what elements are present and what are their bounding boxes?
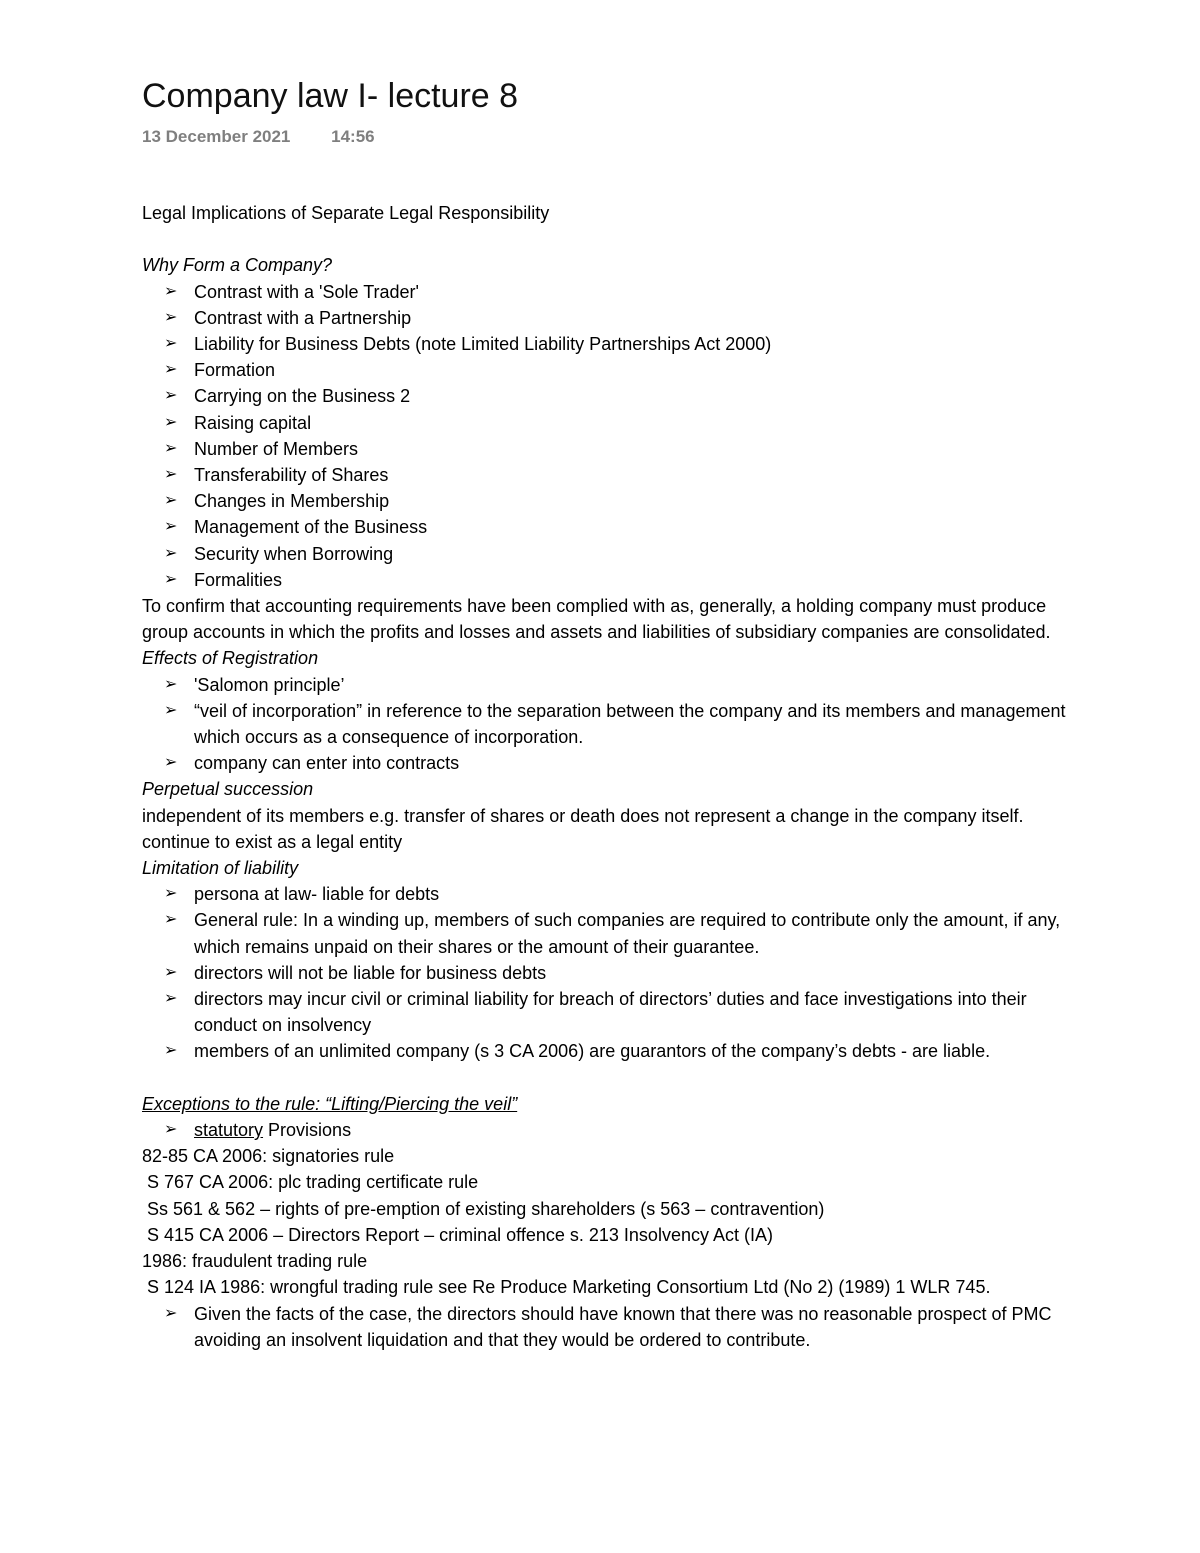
- note-date: 13 December 2021: [142, 127, 291, 146]
- confirm-paragraph: To confirm that accounting requirements have been complied with as, generally, a holding company must produce group accounts in which the profits and losses and assets and liabilities of subsidiary companies are consolidated.: [142, 596, 1051, 643]
- arrow-bullet-icon: ➢: [164, 387, 178, 405]
- list-item: ➢ directors will not be liable for business debts: [142, 960, 1082, 986]
- perpetual-text: independent of its members e.g. transfer of shares or death does not represent a change in the company itself.: [142, 805, 1024, 826]
- perpetual-title: Perpetual succession: [142, 779, 314, 800]
- exception-line: 82-85 CA 2006: signatories rule: [142, 1146, 395, 1167]
- list-item: ➢ Security when Borrowing: [142, 541, 1082, 567]
- arrow-bullet-icon: ➢: [164, 701, 178, 719]
- arrow-bullet-icon: ➢: [164, 1121, 178, 1139]
- limitation-title: Limitation of liability: [142, 858, 299, 879]
- list-item: ➢ statutory Provisions: [142, 1117, 1082, 1143]
- why-form-list: [142, 279, 1082, 593]
- document-page: [142, 70, 1082, 1353]
- exception-line: S 415 CA 2006 – Directors Report – criminal offence s. 213 Insolvency Act (IA): [142, 1224, 773, 1245]
- arrow-bullet-icon: ➢: [164, 1304, 178, 1322]
- arrow-bullet-icon: ➢: [164, 518, 178, 536]
- list-item: ➢ Formalities: [142, 567, 1082, 593]
- exception-line: Ss 561 & 562 – rights of pre-emption of existing shareholders (s 563 – contravention): [142, 1198, 825, 1219]
- effects-title: Effects of Registration: [142, 648, 319, 669]
- note-time: 14:56: [331, 127, 375, 146]
- note-meta: [142, 122, 1082, 152]
- list-item: ➢ Number of Members: [142, 436, 1082, 462]
- arrow-bullet-icon: ➢: [164, 990, 178, 1008]
- list-item: ➢ Given the facts of the case, the directors should have known that there was no reasonable prospect of PMC avoiding an insolvent liquidation and that they would be ordered to contribute.: [142, 1301, 1082, 1353]
- arrow-bullet-icon: ➢: [164, 492, 178, 510]
- exception-line: S 767 CA 2006: plc trading certificate rule: [142, 1172, 479, 1193]
- arrow-bullet-icon: ➢: [164, 439, 178, 457]
- list-item: ➢ Raising capital: [142, 410, 1082, 436]
- limitation-list: [142, 881, 1082, 1064]
- list-item: ➢ Formation: [142, 357, 1082, 383]
- list-item: ➢ 'Salomon principle’: [142, 672, 1082, 698]
- arrow-bullet-icon: ➢: [164, 335, 178, 352]
- arrow-bullet-icon: ➢: [164, 570, 178, 588]
- exception-line: S 124 IA 1986: wrongful trading rule see Re Produce Marketing Consortium Ltd (No 2) (1989) 1 WLR 745.: [142, 1277, 991, 1298]
- arrow-bullet-icon: ➢: [164, 413, 178, 431]
- list-item: ➢ Changes in Membership: [142, 488, 1082, 514]
- arrow-bullet-icon: ➢: [164, 754, 178, 772]
- arrow-bullet-icon: ➢: [164, 1042, 178, 1060]
- effects-list: [142, 672, 1082, 777]
- why-form-title: Why Form a Company?: [142, 255, 333, 276]
- statutory-word: statutory: [194, 1120, 264, 1141]
- note-body: [142, 200, 1082, 1353]
- list-item: ➢ persona at law- liable for debts: [142, 881, 1082, 907]
- exception-line: 1986: fraudulent trading rule: [142, 1251, 368, 1272]
- list-item: ➢ Transferability of Shares: [142, 462, 1082, 488]
- list-item: ➢ “veil of incorporation” in reference to the separation between the company and its members and management which occurs as a consequence of incorporation.: [142, 698, 1082, 750]
- list-item: ➢ Management of the Business: [142, 514, 1082, 540]
- arrow-bullet-icon: ➢: [164, 963, 178, 981]
- arrow-bullet-icon: ➢: [164, 466, 178, 484]
- arrow-bullet-icon: ➢: [164, 911, 178, 929]
- section-heading: Legal Implications of Separate Legal Responsibility: [142, 203, 550, 223]
- list-item: ➢ Carrying on the Business 2: [142, 383, 1082, 409]
- list-item: ➢ Liability for Business Debts (note Limited Liability Partnerships Act 2000): [142, 331, 1082, 357]
- arrow-bullet-icon: ➢: [164, 361, 178, 379]
- list-item: ➢ company can enter into contracts: [142, 750, 1082, 776]
- arrow-bullet-icon: ➢: [164, 544, 178, 562]
- list-item: ➢ General rule: In a winding up, members of such companies are required to contribute only the amount, if any, which remains unpaid on their shares or the amount of their guarantee.: [142, 907, 1082, 959]
- list-item: ➢ members of an unlimited company (s 3 CA 2006) are guarantors of the company’s debts - are liable.: [142, 1038, 1082, 1064]
- arrow-bullet-icon: ➢: [164, 885, 178, 903]
- exceptions-title: Exceptions to the rule: “Lifting/Piercing the veil”: [142, 1093, 518, 1114]
- list-item: ➢ Contrast with a Partnership: [142, 305, 1082, 331]
- list-item: ➢ directors may incur civil or criminal liability for breach of directors’ duties and face investigations into their conduct on insolvency: [142, 986, 1082, 1038]
- arrow-bullet-icon: ➢: [164, 308, 178, 326]
- perpetual-text-2: continue to exist as a legal entity: [142, 831, 403, 852]
- arrow-bullet-icon: ➢: [164, 282, 178, 300]
- arrow-bullet-icon: ➢: [164, 675, 178, 693]
- list-item: ➢ Contrast with a 'Sole Trader': [142, 279, 1082, 305]
- page-title: Company law I- lecture 8: [142, 77, 519, 115]
